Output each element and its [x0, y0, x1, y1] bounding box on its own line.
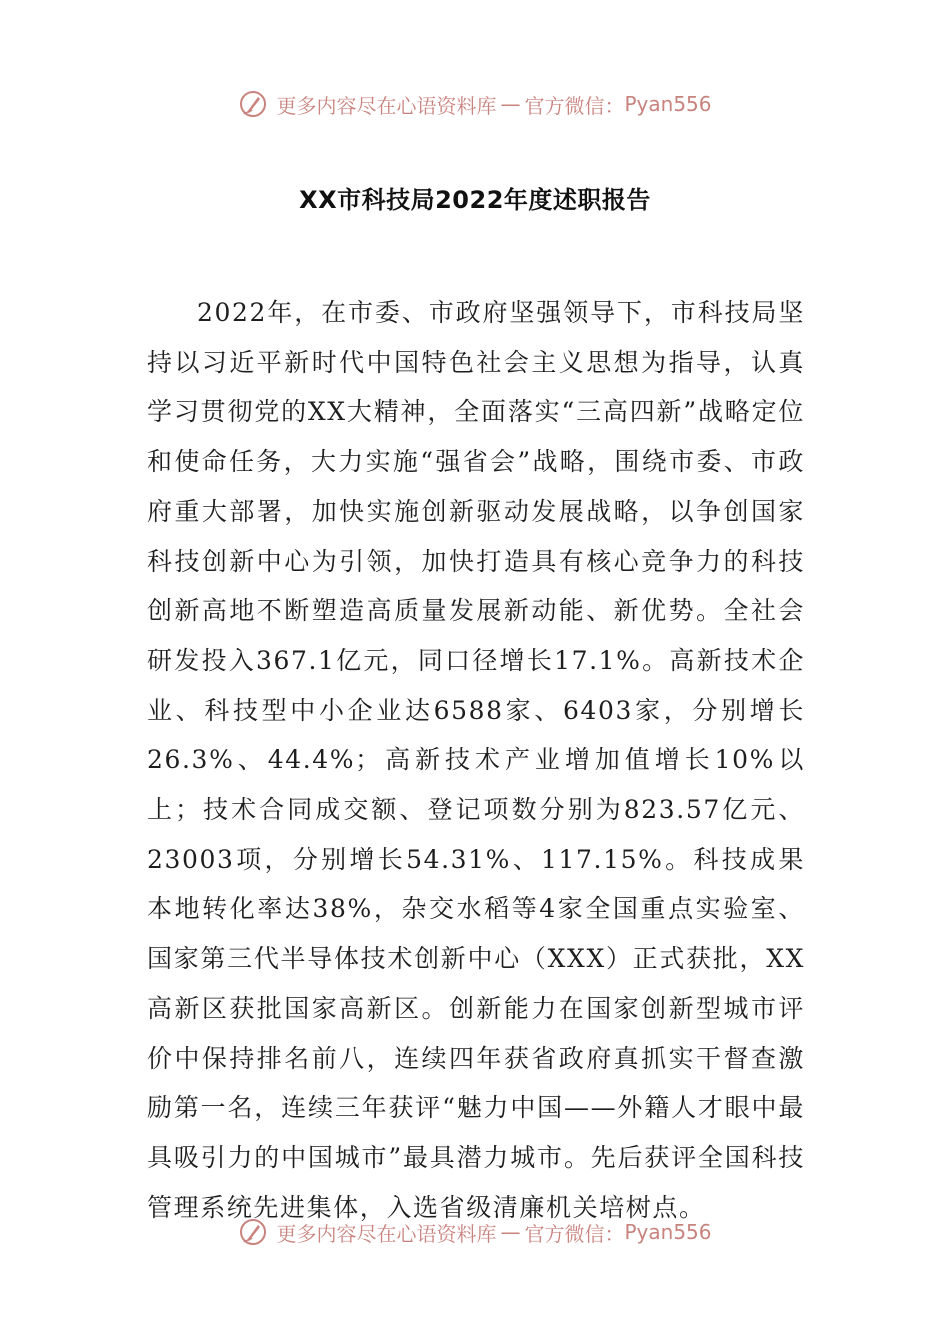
- document-title: XX市科技局2022年度述职报告: [299, 186, 651, 214]
- header-banner-contact: 官方微信：: [524, 93, 625, 118]
- header-banner-handle: Pyan556: [624, 92, 712, 116]
- document-paragraph: 2022年，在市委、市政府坚强领导下，市科技局坚持以习近平新时代中国特色社会主义思想为指导，认真学习贯彻党的XX大精神，全面落实“三高四新”战略定位和使命任务，大力实施“强省会”战略，围绕市委、市政府重大部署，加快实施创新驱动发展战略，以争创国家科技创新中心为引领，加快打造具有核心竞争力的科技创新高地不断塑造高质量发展新动能、新优势。全社会研发投入367.1亿元，同口径增长17.1%。高新技术企业、科技型中小企业达6588家、6403家，分别增长26.3%、44.4%；高新技术产业增加值增长10%以上；技术合同成交额、登记项数分别为823.57亿元、23003项，分别增长54.31%、117.15%。科技成果本地转化率达38%，杂交水稻等4家全国重点实验室、国家第三代半导体技术创新中心（XXX）正式获批，XX高新区获批国家高新区。创新能力在国家创新型城市评价中保持排名前八，连续四年获省政府真抓实干督查激励第一名，连续三年获评“魅力中国——外籍人才眼中最具吸引力的中国城市”最具潜力城市。先后获评全国科技管理系统先进集体，入选省级清廉机关培树点。: [147, 298, 805, 1222]
- quill-pen-circle-logo-icon: [238, 89, 268, 119]
- header-watermark-banner: [0, 84, 950, 124]
- footer-banner-separator: —: [500, 1220, 521, 1244]
- header-banner-text: 更多内容尽在心语资料库: [276, 93, 497, 118]
- quill-pen-circle-logo-icon: [238, 1217, 268, 1247]
- footer-banner-contact: 官方微信：: [524, 1221, 625, 1246]
- footer-banner-handle: Pyan556: [624, 1220, 712, 1244]
- footer-watermark-banner: [0, 1212, 950, 1252]
- footer-banner-text: 更多内容尽在心语资料库: [276, 1221, 497, 1246]
- header-banner-separator: —: [500, 92, 521, 116]
